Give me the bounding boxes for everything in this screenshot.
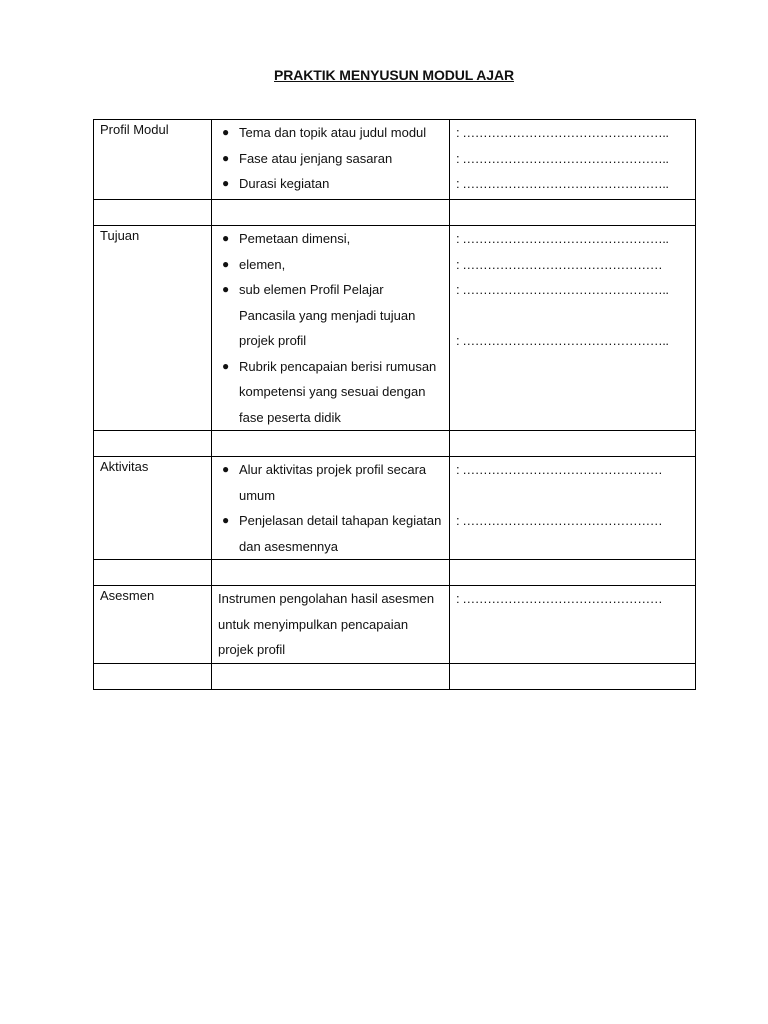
row-label-tujuan: Tujuan bbox=[94, 226, 212, 431]
items-cell-profil bbox=[212, 120, 450, 200]
row-label-profil: Profil Modul bbox=[94, 120, 212, 200]
bullet-icon: ● bbox=[222, 282, 230, 296]
fields-cell-tujuan[interactable] bbox=[450, 226, 696, 431]
fill-in-field[interactable]: : ………………………………………… bbox=[456, 591, 663, 606]
items-cell-aktivitas bbox=[212, 457, 450, 560]
bullet-icon: ● bbox=[222, 176, 230, 190]
spacer-row bbox=[94, 200, 696, 226]
fill-in-field[interactable]: : ………………………………………… bbox=[456, 256, 663, 272]
blank-line bbox=[456, 303, 689, 329]
fill-in-field[interactable]: : ………………………………………….. bbox=[456, 282, 669, 297]
bullet-icon: ● bbox=[222, 125, 230, 139]
module-form-table bbox=[93, 119, 696, 690]
fill-in-field[interactable]: : ………………………………………… bbox=[456, 513, 663, 528]
bullet-icon: ● bbox=[222, 256, 230, 271]
spacer-row bbox=[94, 560, 696, 586]
fill-in-field[interactable]: : ………………………………………… bbox=[456, 462, 663, 477]
page-title: PRAKTIK MENYUSUN MODUL AJAR bbox=[274, 67, 514, 83]
list-item: ● Pemetaan dimensi, bbox=[218, 226, 443, 252]
list-item: ● Durasi kegiatan bbox=[218, 171, 443, 197]
bullet-icon: ● bbox=[222, 358, 230, 373]
row-label-asesmen: Asesmen bbox=[94, 586, 212, 664]
bullet-icon: ● bbox=[222, 150, 230, 165]
instruction-text: Instrumen pengolahan hasil asesmen untuk menyimpulkan pencapaian projek profil bbox=[218, 591, 435, 657]
fill-in-field[interactable]: : ………………………………………….. bbox=[456, 125, 669, 140]
list-item: ● Rubrik pencapaian berisi rumusan kompetensi yang sesuai dengan fase peserta didik bbox=[218, 354, 443, 431]
list-item: ● Fase atau jenjang sasaran bbox=[218, 146, 443, 172]
fill-in-field[interactable]: : ………………………………………….. bbox=[456, 150, 669, 166]
fill-in-field[interactable]: : ………………………………………….. bbox=[456, 231, 669, 246]
list-item: ● sub elemen Profil Pelajar Pancasila yang menjadi tujuan projek profil bbox=[218, 277, 443, 354]
list-item: ● Penjelasan detail tahapan kegiatan dan asesmennya bbox=[218, 508, 443, 559]
bullet-icon: ● bbox=[222, 462, 230, 476]
table-row-tujuan bbox=[94, 226, 696, 431]
bullet-icon: ● bbox=[222, 513, 230, 527]
items-cell-tujuan bbox=[212, 226, 450, 431]
fill-in-field[interactable]: : ………………………………………….. bbox=[456, 333, 669, 348]
table-row-profil bbox=[94, 120, 696, 200]
text-cell-asesmen bbox=[212, 586, 450, 664]
table-row-asesmen bbox=[94, 586, 696, 664]
fields-cell-aktivitas[interactable] bbox=[450, 457, 696, 560]
fields-cell-profil[interactable] bbox=[450, 120, 696, 200]
spacer-row bbox=[94, 663, 696, 689]
bullet-icon: ● bbox=[222, 231, 230, 245]
list-item: ● Tema dan topik atau judul modul bbox=[218, 120, 443, 146]
spacer-row bbox=[94, 431, 696, 457]
list-item: ● Alur aktivitas projek profil secara umum bbox=[218, 457, 443, 508]
fields-cell-asesmen[interactable] bbox=[450, 586, 696, 664]
row-label-aktivitas: Aktivitas bbox=[94, 457, 212, 560]
fill-in-field[interactable]: : ………………………………………….. bbox=[456, 176, 669, 191]
list-item: ● elemen, bbox=[218, 252, 443, 278]
table-row-aktivitas bbox=[94, 457, 696, 560]
blank-line bbox=[456, 483, 689, 509]
